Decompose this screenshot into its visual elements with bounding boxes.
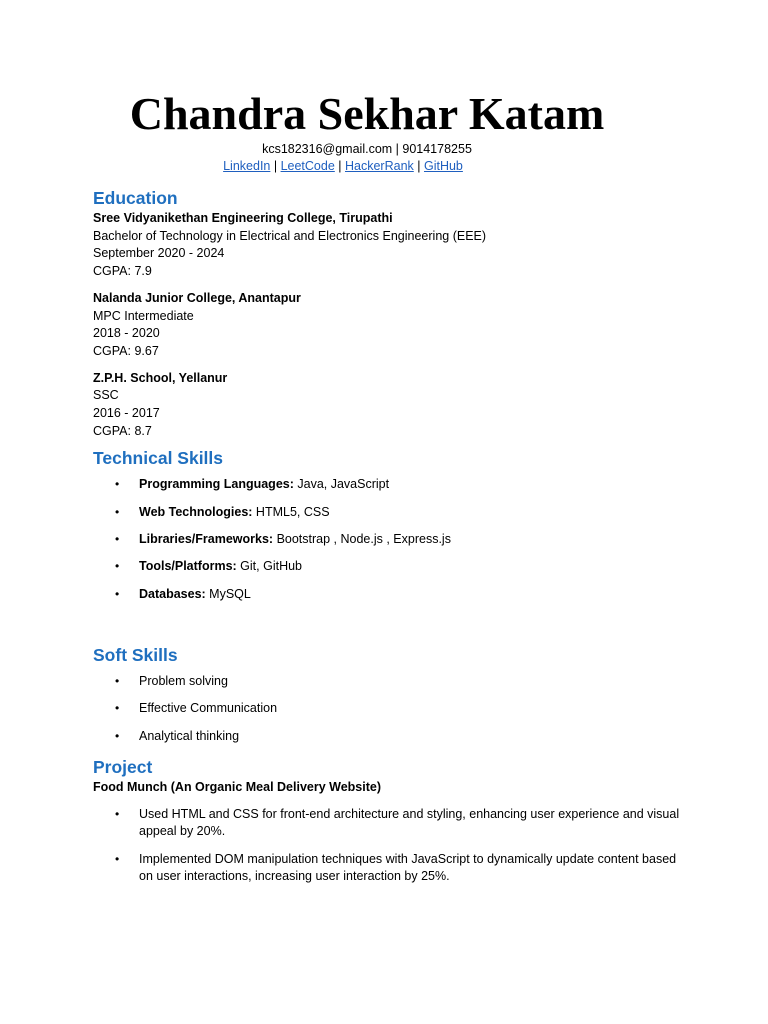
soft-skills-list bbox=[93, 673, 683, 745]
education-school: Z.P.H. School, Yellanur bbox=[93, 370, 228, 385]
education-heading: Education bbox=[93, 188, 178, 208]
skill-value: Java, JavaScript bbox=[293, 477, 390, 492]
link-separator: | bbox=[413, 159, 424, 173]
list-item bbox=[93, 476, 683, 494]
soft-skills-heading: Soft Skills bbox=[93, 644, 178, 665]
bullet-icon: • bbox=[115, 477, 120, 492]
skill-label: Libraries/Frameworks: bbox=[139, 532, 274, 547]
github-link[interactable]: GitHub bbox=[423, 159, 463, 173]
list-item bbox=[93, 851, 683, 886]
bullet-icon: • bbox=[115, 532, 120, 547]
resume-content bbox=[93, 186, 683, 896]
skill-value: HTML5, CSS bbox=[252, 504, 330, 519]
education-score: CGPA: 7.9 bbox=[93, 264, 152, 279]
education-dates: 2018 - 2020 bbox=[93, 326, 160, 341]
project-detail-text: Used HTML and CSS for front-end architecture and styling, enhancing user experience and visual appeal by 20%. bbox=[139, 806, 680, 839]
candidate-name: Chandra Sekhar Katam bbox=[129, 88, 605, 139]
education-entry bbox=[93, 370, 683, 441]
technical-skills-heading: Technical Skills bbox=[93, 448, 224, 469]
contact-line: kcs182316@gmail.com | 9014178255 bbox=[262, 142, 472, 156]
education-degree: MPC Intermediate bbox=[93, 308, 194, 323]
skill-value: Bootstrap , Node.js , Express.js bbox=[273, 532, 451, 547]
hackerrank-link[interactable]: HackerRank bbox=[345, 159, 414, 173]
soft-skills-section bbox=[93, 643, 683, 745]
technical-skills-list bbox=[93, 476, 683, 603]
list-item bbox=[93, 586, 683, 604]
soft-skill-text: Effective Communication bbox=[139, 701, 278, 716]
education-entry bbox=[93, 290, 683, 361]
skill-label: Tools/Platforms: bbox=[139, 559, 237, 574]
project-section bbox=[93, 755, 683, 886]
bullet-icon: • bbox=[115, 559, 120, 574]
technical-skills-section bbox=[93, 446, 683, 603]
bullet-icon: • bbox=[115, 806, 120, 821]
project-details-list bbox=[93, 806, 683, 886]
profile-links bbox=[0, 158, 686, 175]
skill-value: MySQL bbox=[205, 586, 251, 601]
skill-value: Git, GitHub bbox=[236, 559, 302, 574]
skill-label: Web Technologies: bbox=[139, 504, 253, 519]
education-school: Nalanda Junior College, Anantapur bbox=[93, 290, 301, 305]
list-item bbox=[93, 673, 683, 691]
section-spacer bbox=[93, 613, 683, 643]
bullet-icon: • bbox=[115, 701, 120, 716]
list-item bbox=[93, 728, 683, 746]
bullet-icon: • bbox=[115, 504, 120, 519]
education-score: CGPA: 9.67 bbox=[93, 343, 159, 358]
bullet-icon: • bbox=[115, 728, 120, 743]
bullet-icon: • bbox=[115, 586, 120, 601]
project-title: Food Munch (An Organic Meal Delivery Website) bbox=[93, 779, 382, 794]
education-section bbox=[93, 186, 683, 440]
soft-skill-text: Problem solving bbox=[139, 673, 228, 688]
education-entry bbox=[93, 210, 683, 281]
linkedin-link[interactable]: LinkedIn bbox=[223, 159, 271, 173]
education-degree: Bachelor of Technology in Electrical and Electronics Engineering (EEE) bbox=[93, 228, 487, 243]
soft-skill-text: Analytical thinking bbox=[139, 728, 240, 743]
project-heading: Project bbox=[93, 756, 153, 777]
list-item bbox=[93, 531, 683, 549]
bullet-icon: • bbox=[115, 673, 120, 688]
skill-label: Programming Languages: bbox=[139, 477, 294, 492]
list-item bbox=[93, 504, 683, 522]
education-dates: 2016 - 2017 bbox=[93, 406, 160, 421]
leetcode-link[interactable]: LeetCode bbox=[280, 159, 335, 173]
skill-label: Databases: bbox=[139, 586, 206, 601]
link-separator: | bbox=[334, 159, 345, 173]
education-school: Sree Vidyanikethan Engineering College, Tirupathi bbox=[93, 211, 393, 225]
education-score: CGPA: 8.7 bbox=[93, 423, 152, 438]
project-detail-text: Implemented DOM manipulation techniques with JavaScript to dynamically update content based on user interactions, increasing user interaction by 25%. bbox=[139, 851, 677, 884]
education-dates: September 2020 - 2024 bbox=[93, 246, 225, 261]
bullet-icon: • bbox=[115, 851, 120, 866]
list-item bbox=[93, 806, 683, 841]
link-separator: | bbox=[270, 159, 281, 173]
list-item bbox=[93, 558, 683, 576]
education-degree: SSC bbox=[93, 388, 119, 403]
list-item bbox=[93, 700, 683, 718]
